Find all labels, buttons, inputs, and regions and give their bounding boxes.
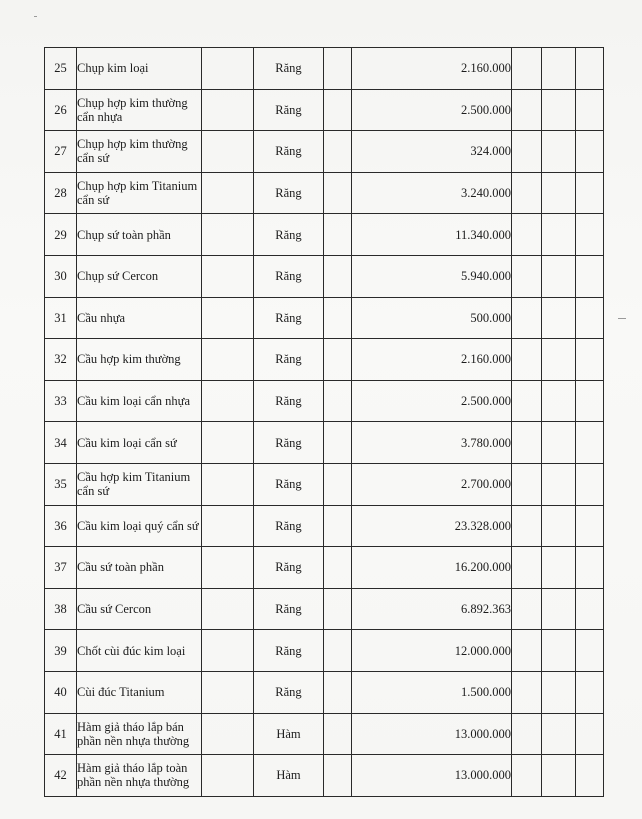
empty-cell — [324, 48, 352, 90]
price-cell: 6.892.363 — [352, 588, 512, 630]
row-number: 38 — [45, 588, 77, 630]
empty-cell — [512, 713, 542, 755]
empty-cell — [202, 422, 254, 464]
empty-cell — [542, 380, 576, 422]
service-name: Cầu kim loại cẩn sứ — [77, 422, 202, 464]
unit-cell: Răng — [254, 671, 324, 713]
unit-cell: Răng — [254, 547, 324, 589]
empty-cell — [202, 505, 254, 547]
empty-cell — [542, 671, 576, 713]
empty-cell — [512, 463, 542, 505]
unit-cell: Răng — [254, 422, 324, 464]
service-name: Hàm giả tháo lắp toàn phần nền nhựa thường — [77, 755, 202, 797]
empty-cell — [512, 297, 542, 339]
empty-cell — [542, 89, 576, 131]
row-number: 31 — [45, 297, 77, 339]
unit-cell: Răng — [254, 131, 324, 173]
table-row — [45, 713, 604, 755]
table-row — [45, 547, 604, 589]
unit-cell: Răng — [254, 630, 324, 672]
empty-cell — [324, 422, 352, 464]
empty-cell — [576, 588, 604, 630]
empty-cell — [512, 547, 542, 589]
row-number: 41 — [45, 713, 77, 755]
empty-cell — [202, 131, 254, 173]
row-number: 28 — [45, 172, 77, 214]
unit-cell: Răng — [254, 172, 324, 214]
empty-cell — [576, 131, 604, 173]
price-cell: 13.000.000 — [352, 755, 512, 797]
service-name: Chốt cùi đúc kim loại — [77, 630, 202, 672]
empty-cell — [202, 297, 254, 339]
unit-cell: Răng — [254, 463, 324, 505]
unit-cell: Hàm — [254, 713, 324, 755]
empty-cell — [512, 131, 542, 173]
empty-cell — [324, 339, 352, 381]
service-name: Cầu kim loại cẩn nhựa — [77, 380, 202, 422]
empty-cell — [542, 755, 576, 797]
service-name: Chụp hợp kim Titanium cẩn sứ — [77, 172, 202, 214]
empty-cell — [576, 630, 604, 672]
empty-cell — [512, 89, 542, 131]
empty-cell — [576, 255, 604, 297]
empty-cell — [202, 671, 254, 713]
service-name: Cầu nhựa — [77, 297, 202, 339]
row-number: 27 — [45, 131, 77, 173]
empty-cell — [576, 214, 604, 256]
empty-cell — [324, 214, 352, 256]
empty-cell — [512, 505, 542, 547]
price-cell: 2.700.000 — [352, 463, 512, 505]
table-row — [45, 630, 604, 672]
empty-cell — [576, 463, 604, 505]
service-name: Cầu sứ toàn phần — [77, 547, 202, 589]
service-name: Cùi đúc Titanium — [77, 671, 202, 713]
empty-cell — [576, 755, 604, 797]
table-body — [45, 48, 604, 797]
table-row — [45, 505, 604, 547]
row-number: 25 — [45, 48, 77, 90]
empty-cell — [576, 713, 604, 755]
empty-cell — [542, 422, 576, 464]
empty-cell — [576, 547, 604, 589]
empty-cell — [202, 172, 254, 214]
price-cell: 13.000.000 — [352, 713, 512, 755]
empty-cell — [324, 630, 352, 672]
empty-cell — [324, 297, 352, 339]
empty-cell — [202, 463, 254, 505]
table-row — [45, 422, 604, 464]
empty-cell — [202, 214, 254, 256]
unit-cell: Răng — [254, 380, 324, 422]
empty-cell — [324, 588, 352, 630]
service-name: Chụp hợp kim thường cẩn sứ — [77, 131, 202, 173]
service-name: Cầu hợp kim Titanium cẩn sứ — [77, 463, 202, 505]
row-number: 35 — [45, 463, 77, 505]
price-cell: 2.160.000 — [352, 48, 512, 90]
service-name: Cầu sứ Cercon — [77, 588, 202, 630]
unit-cell: Răng — [254, 214, 324, 256]
empty-cell — [542, 131, 576, 173]
price-cell: 16.200.000 — [352, 547, 512, 589]
service-name: Hàm giả tháo lắp bán phần nền nhựa thường — [77, 713, 202, 755]
row-number: 29 — [45, 214, 77, 256]
table-row — [45, 255, 604, 297]
empty-cell — [202, 547, 254, 589]
scan-speck — [618, 318, 626, 319]
scan-speck — [34, 16, 37, 17]
unit-cell: Răng — [254, 48, 324, 90]
empty-cell — [512, 214, 542, 256]
service-name: Chụp kim loại — [77, 48, 202, 90]
service-name: Cầu kim loại quý cẩn sứ — [77, 505, 202, 547]
empty-cell — [202, 630, 254, 672]
price-cell: 1.500.000 — [352, 671, 512, 713]
unit-cell: Hàm — [254, 755, 324, 797]
table-row — [45, 172, 604, 214]
row-number: 32 — [45, 339, 77, 381]
empty-cell — [324, 547, 352, 589]
table-row — [45, 214, 604, 256]
empty-cell — [542, 463, 576, 505]
price-cell: 23.328.000 — [352, 505, 512, 547]
price-table — [44, 47, 604, 797]
empty-cell — [512, 380, 542, 422]
empty-cell — [202, 713, 254, 755]
empty-cell — [542, 588, 576, 630]
service-name: Chụp hợp kim thường cẩn nhựa — [77, 89, 202, 131]
empty-cell — [202, 89, 254, 131]
empty-cell — [576, 505, 604, 547]
table-row — [45, 89, 604, 131]
row-number: 37 — [45, 547, 77, 589]
empty-cell — [512, 755, 542, 797]
empty-cell — [512, 671, 542, 713]
empty-cell — [512, 630, 542, 672]
empty-cell — [576, 89, 604, 131]
empty-cell — [512, 48, 542, 90]
empty-cell — [512, 588, 542, 630]
table-row — [45, 755, 604, 797]
empty-cell — [542, 48, 576, 90]
unit-cell: Răng — [254, 89, 324, 131]
empty-cell — [542, 630, 576, 672]
empty-cell — [576, 339, 604, 381]
price-cell: 500.000 — [352, 297, 512, 339]
empty-cell — [542, 214, 576, 256]
unit-cell: Răng — [254, 339, 324, 381]
unit-cell: Răng — [254, 505, 324, 547]
empty-cell — [324, 463, 352, 505]
empty-cell — [202, 255, 254, 297]
table-row — [45, 297, 604, 339]
empty-cell — [542, 505, 576, 547]
price-cell: 5.940.000 — [352, 255, 512, 297]
empty-cell — [202, 755, 254, 797]
empty-cell — [542, 255, 576, 297]
empty-cell — [542, 547, 576, 589]
empty-cell — [202, 380, 254, 422]
row-number: 30 — [45, 255, 77, 297]
table-row — [45, 463, 604, 505]
price-cell: 3.780.000 — [352, 422, 512, 464]
row-number: 42 — [45, 755, 77, 797]
empty-cell — [324, 172, 352, 214]
empty-cell — [324, 713, 352, 755]
price-cell: 2.500.000 — [352, 89, 512, 131]
table-row — [45, 339, 604, 381]
unit-cell: Răng — [254, 297, 324, 339]
price-cell: 11.340.000 — [352, 214, 512, 256]
empty-cell — [512, 172, 542, 214]
empty-cell — [512, 339, 542, 381]
empty-cell — [576, 297, 604, 339]
row-number: 39 — [45, 630, 77, 672]
table-row — [45, 131, 604, 173]
table-row — [45, 48, 604, 90]
price-cell: 3.240.000 — [352, 172, 512, 214]
empty-cell — [202, 339, 254, 381]
empty-cell — [576, 671, 604, 713]
empty-cell — [324, 131, 352, 173]
empty-cell — [324, 755, 352, 797]
table-row — [45, 671, 604, 713]
empty-cell — [324, 89, 352, 131]
empty-cell — [324, 671, 352, 713]
price-cell: 2.500.000 — [352, 380, 512, 422]
empty-cell — [202, 48, 254, 90]
empty-cell — [576, 48, 604, 90]
empty-cell — [576, 172, 604, 214]
empty-cell — [542, 339, 576, 381]
unit-cell: Răng — [254, 588, 324, 630]
row-number: 34 — [45, 422, 77, 464]
empty-cell — [542, 172, 576, 214]
row-number: 33 — [45, 380, 77, 422]
price-cell: 12.000.000 — [352, 630, 512, 672]
empty-cell — [512, 255, 542, 297]
empty-cell — [542, 713, 576, 755]
price-cell: 2.160.000 — [352, 339, 512, 381]
table-row — [45, 588, 604, 630]
empty-cell — [542, 297, 576, 339]
table-row — [45, 380, 604, 422]
empty-cell — [576, 422, 604, 464]
empty-cell — [324, 505, 352, 547]
row-number: 40 — [45, 671, 77, 713]
row-number: 36 — [45, 505, 77, 547]
service-name: Chụp sứ Cercon — [77, 255, 202, 297]
empty-cell — [324, 380, 352, 422]
price-cell: 324.000 — [352, 131, 512, 173]
row-number: 26 — [45, 89, 77, 131]
empty-cell — [324, 255, 352, 297]
unit-cell: Răng — [254, 255, 324, 297]
service-name: Chụp sứ toàn phần — [77, 214, 202, 256]
service-name: Cầu hợp kim thường — [77, 339, 202, 381]
empty-cell — [512, 422, 542, 464]
empty-cell — [202, 588, 254, 630]
empty-cell — [576, 380, 604, 422]
